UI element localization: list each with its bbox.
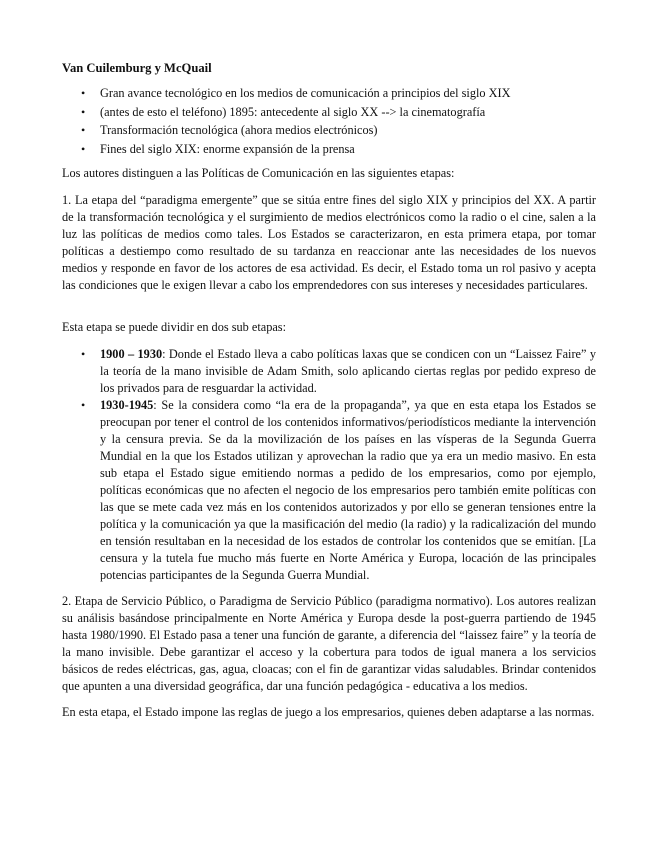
- sub-etapa-label: 1930-1945: [100, 398, 154, 412]
- page-title: Van Cuilemburg y McQuail: [62, 61, 212, 75]
- paragraph-etapa-1: 1. La etapa del “paradigma emergente” que se sitúa entre fines del siglo XIX y principios del XX. A partir de la transformación tecnológica y el surgimiento de medios electrónicos como la radio o el cine, salen a la luz las políticas de medios como tales. Los Estados se caracterizaron, en esta primera etapa, por tomar políticas a destiempo como resultado de su tardanza en reaccionar ante las necesidades de los nuevos medios y responde en favor de los actores de esa actividad. Es decir, el Estado toma un rol pasivo y acepta las condiciones que le exigen llevar a cabo los emprendedores con sus intereses y necesidades particulares.: [62, 193, 596, 292]
- list-item: [62, 104, 622, 123]
- bullet-icon: •: [81, 347, 86, 361]
- bullet-icon: •: [81, 141, 86, 156]
- sub-etapa-label: 1900 – 1930: [100, 347, 163, 361]
- paragraph-etapa-2: 2. Etapa de Servicio Público, o Paradigma de Servicio Público (paradigma normativo). Los autores realizan su análisis basándose principalmente en Norte América y Europa desde la post-guerra partiendo de 1945 hasta 1980/1990. El Estado pasa a tener una función de garante, a diferencia del “laissez faire” y la teoría de la mano invisible. Debe garantizar el acceso y la cobertura para todos de igual manera a los servicios básicos de redes eléctricas, gas, agua, cloacas; con el fin de garantizar vidas saludables. Brindar contenidos que apunten a una diversidad geográfica, dar una función pedagógica - educativa a los medios.: [62, 594, 596, 693]
- bullet-icon: •: [81, 104, 86, 119]
- list-item: [62, 122, 622, 141]
- intro-bullet-list: [62, 85, 622, 159]
- sub-etapas-list: [62, 346, 596, 584]
- list-item: [62, 397, 596, 584]
- sub-etapa-text: : Se la considera como “la era de la propaganda”, ya que en esta etapa los Estados se preocupan por tener el control de los contenidos informativos/periodísticos mediante la intervención y la censura previa. Se da la movilización de los países en las vísperas de la Segunda Guerra Mundial en la que los Estados utilizan y aprovechan la radio que ya era un medio masivo. En esta sub etapa el Estado sigue emitiendo normas a pedido de los empresarios, como por ejemplo, políticas económicas que no afecten el negocio de los empresarios pero también emite políticas con las que se mete cada vez más en los contenidos autorizados y por ello se generan tensiones entre la política y la comunicación ya que la masificación del medio (la radio) y la radicalización del mundo en tensión resultaban en la necesidad de los estados de controlar los contenidos que se emitían. [La censura y la tutela fue mucho más fuerte en Norte América y Europa, locación de las principales potencias participantes de la Segunda Guerra Mundial.: [100, 398, 596, 582]
- paragraph-autores: Los autores distinguen a las Políticas de Comunicación en las siguientes etapas:: [62, 166, 455, 180]
- list-item-text: (antes de esto el teléfono) 1895: antecedente al siglo XX --> la cinematografía: [100, 104, 486, 119]
- list-item-text: Fines del siglo XIX: enorme expansión de la prensa: [100, 141, 355, 156]
- bullet-icon: •: [81, 123, 86, 137]
- bullet-icon: •: [81, 398, 86, 412]
- sub-etapa-text: : Donde el Estado lleva a cabo políticas laxas que se condicen con un “Laissez Faire” y la teoría de la mano invisible de Adam Smith, solo aplicando ciertas reglas por pedido expreso de los privados para de resguardar la actividad.: [100, 347, 597, 395]
- paragraph-final: En esta etapa, el Estado impone las reglas de juego a los empresarios, quienes deben adaptarse a las normas.: [62, 705, 595, 719]
- list-item-text: Gran avance tecnológico en los medios de comunicación a principios del siglo XIX: [100, 86, 511, 100]
- list-item: [62, 346, 596, 397]
- list-item-text: Transformación tecnológica (ahora medios electrónicos): [100, 123, 378, 137]
- paragraph-sub-etapas: Esta etapa se puede dividir en dos sub etapas:: [62, 320, 287, 334]
- list-item: [62, 85, 622, 104]
- bullet-icon: •: [81, 86, 86, 100]
- list-item: [62, 141, 622, 160]
